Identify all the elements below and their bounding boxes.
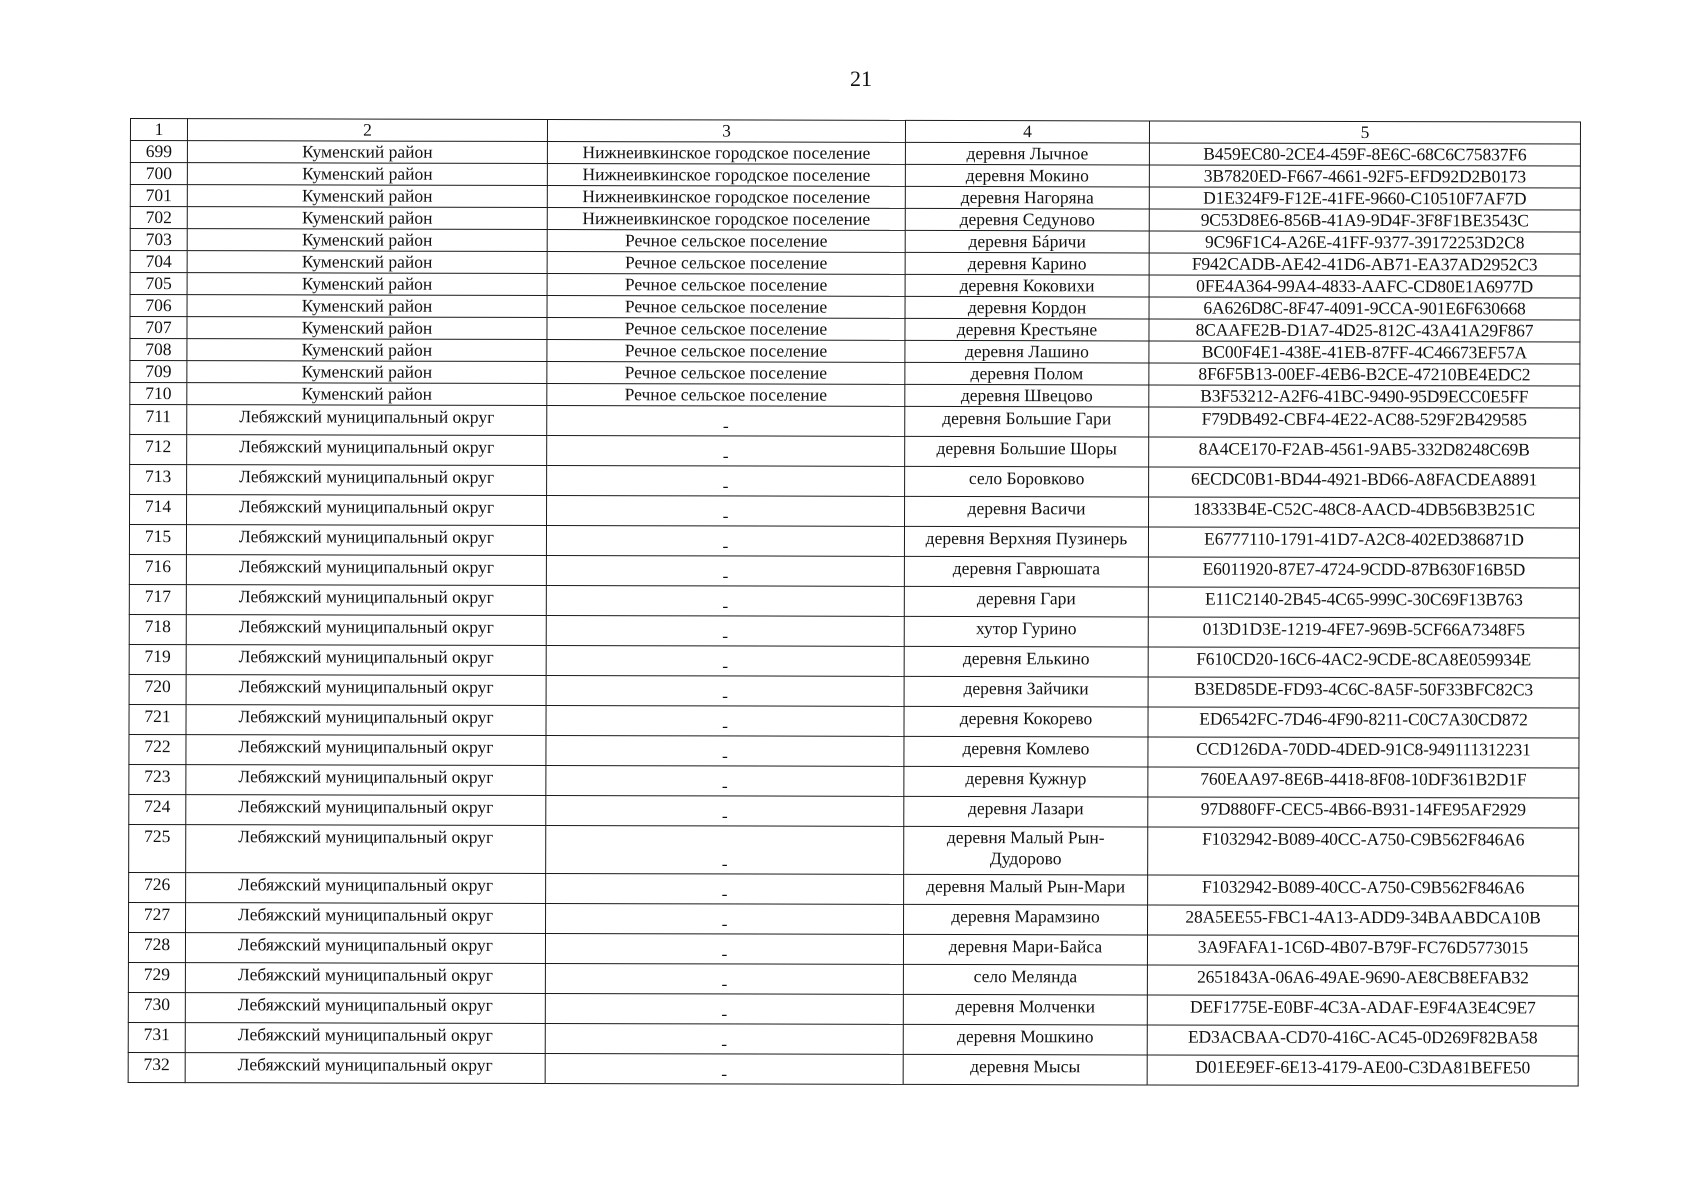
table-row	[129, 704, 1579, 738]
cell-row-number: 711	[130, 405, 187, 435]
settlement-dash: -	[722, 535, 729, 556]
cell-fias-guid: 6ECDC0B1-BD44-4921-BD66-A8FACDEA8891	[1149, 467, 1580, 498]
cell-row-number: 726	[129, 872, 186, 902]
table-row	[128, 962, 1578, 996]
cell-district: Лебяжский муниципальный округ	[186, 675, 546, 706]
cell-row-number: 721	[129, 704, 186, 734]
cell-district: Куменский район	[187, 185, 547, 208]
cell-fias-guid: 28A5EE55-FBC1-4A13-ADD9-34BAABDCA10B	[1148, 905, 1579, 936]
cell-locality: деревня Большие Гари	[905, 406, 1149, 437]
cell-locality: деревня Лычное	[905, 142, 1149, 165]
cell-fias-guid: F942CADB-AE42-41D6-AB71-EA37AD2952C3	[1149, 253, 1580, 276]
cell-row-number: 714	[130, 495, 187, 525]
cell-fias-guid: 18333B4E-C52C-48C8-AACD-4DB56B3B251C	[1149, 497, 1580, 528]
cell-settlement	[546, 736, 904, 767]
cell-fias-guid: ED6542FC-7D46-4F90-8211-C0C7A30CD872	[1148, 707, 1579, 738]
cell-fias-guid: E11C2140-2B45-4C65-999C-30C69F13B763	[1148, 587, 1579, 618]
cell-fias-guid: F610CD20-16C6-4AC2-9CDE-8CA8E059934E	[1148, 647, 1579, 678]
cell-settlement: Речное сельское поселение	[547, 318, 905, 341]
table-row	[129, 614, 1579, 648]
settlement-dash: -	[722, 475, 729, 496]
cell-fias-guid: 8A4CE170-F2AB-4561-9AB5-332D8248C69B	[1149, 437, 1580, 468]
cell-fias-guid: 0FE4A364-99A4-4833-AAFC-CD80E1A6977D	[1149, 275, 1580, 298]
cell-locality: деревня Гари	[904, 586, 1148, 617]
cell-district: Лебяжский муниципальный округ	[186, 555, 546, 586]
settlement-dash: -	[721, 805, 728, 826]
cell-locality: деревня Крестьяне	[905, 318, 1149, 341]
settlement-dash: -	[722, 565, 729, 586]
cell-settlement: Нижнеивкинское городское поселение	[547, 142, 905, 165]
cell-fias-guid: B3F53212-A2F6-41BC-9490-95D9ECC0E5FF	[1149, 385, 1580, 408]
settlement-dash: -	[722, 595, 729, 616]
table-row	[130, 295, 1580, 321]
table-row	[129, 902, 1579, 936]
cell-locality: село Боровково	[905, 466, 1149, 497]
cell-row-number: 703	[130, 229, 187, 251]
cell-settlement: Нижнеивкинское городское поселение	[547, 208, 905, 231]
cell-settlement: Нижнеивкинское городское поселение	[547, 186, 905, 209]
table-row	[128, 1052, 1578, 1086]
cell-settlement: Речное сельское поселение	[547, 384, 905, 407]
cell-locality: деревня Швецово	[905, 384, 1149, 407]
cell-district: Лебяжский муниципальный округ	[185, 933, 545, 964]
settlement-dash: -	[721, 883, 728, 904]
table-row	[130, 317, 1580, 343]
table-row	[130, 207, 1580, 233]
cell-locality: деревня Нагоряна	[905, 186, 1149, 209]
table-row	[128, 932, 1578, 966]
cell-settlement	[547, 466, 905, 497]
cell-locality: деревня Верхняя Пузинерь	[904, 526, 1148, 557]
cell-settlement: Речное сельское поселение	[547, 340, 905, 363]
cell-settlement	[545, 1054, 903, 1085]
page-number: 21	[850, 66, 872, 91]
cell-row-number: 719	[129, 644, 186, 674]
cell-locality: село Мелянда	[903, 964, 1147, 995]
table-row	[129, 644, 1579, 678]
cell-locality: деревня Мокино	[905, 164, 1149, 187]
cell-row-number: 708	[130, 339, 187, 361]
cell-row-number: 716	[129, 554, 186, 584]
cell-row-number: 705	[130, 273, 187, 295]
table-row	[130, 465, 1580, 499]
settlement-dash: -	[721, 913, 728, 934]
cell-locality: деревня Кокорево	[904, 706, 1148, 737]
cell-locality: деревня Коковихи	[905, 274, 1149, 297]
cell-district: Лебяжский муниципальный округ	[187, 465, 547, 496]
header-col-5: 5	[1149, 121, 1580, 144]
settlement-dash: -	[721, 1063, 728, 1084]
cell-settlement	[545, 994, 903, 1025]
cell-fias-guid: 760EAA97-8E6B-4418-8F08-10DF361B2D1F	[1148, 767, 1579, 798]
table-row	[129, 824, 1579, 876]
settlement-dash: -	[721, 1003, 728, 1024]
cell-row-number: 701	[130, 185, 187, 207]
header-col-1: 1	[130, 119, 187, 141]
cell-row-number: 722	[129, 734, 186, 764]
cell-district: Куменский район	[187, 317, 547, 340]
table-row	[128, 1022, 1578, 1056]
cell-settlement	[546, 526, 904, 557]
cell-fias-guid: F1032942-B089-40CC-A750-C9B562F846A6	[1148, 875, 1579, 906]
table-row	[130, 405, 1580, 439]
cell-district: Лебяжский муниципальный округ	[187, 435, 547, 466]
cell-locality: деревня Гаврюшата	[904, 556, 1148, 587]
cell-fias-guid: CCD126DA-70DD-4DED-91C8-949111312231	[1148, 737, 1579, 768]
cell-district: Куменский район	[187, 163, 547, 186]
cell-district: Лебяжский муниципальный округ	[186, 825, 546, 874]
cell-locality: деревня Комлево	[904, 736, 1148, 767]
header-col-4: 4	[905, 120, 1149, 143]
table-row	[129, 674, 1579, 708]
cell-settlement	[545, 934, 903, 965]
table-row	[129, 525, 1579, 559]
cell-fias-guid: 8F6F5B13-00EF-4EB6-B2CE-47210BE4EDC2	[1149, 363, 1580, 386]
cell-fias-guid: D1E324F9-F12E-41FE-9660-C10510F7AF7D	[1149, 187, 1580, 210]
cell-district: Лебяжский муниципальный округ	[186, 645, 546, 676]
cell-fias-guid: 3B7820ED-F667-4661-92F5-EFD92D2B0173	[1149, 165, 1580, 188]
cell-fias-guid: BC00F4E1-438E-41EB-87FF-4C46673EF57A	[1149, 341, 1580, 364]
table-row	[130, 185, 1580, 211]
cell-locality: деревня Зайчики	[904, 676, 1148, 707]
cell-district: Лебяжский муниципальный округ	[186, 585, 546, 616]
cell-district: Лебяжский муниципальный округ	[185, 1053, 545, 1084]
cell-settlement: Речное сельское поселение	[547, 274, 905, 297]
table-row	[129, 734, 1579, 768]
cell-settlement	[545, 1024, 903, 1055]
cell-locality: деревня Кужнур	[904, 766, 1148, 797]
cell-settlement: Нижнеивкинское городское поселение	[547, 164, 905, 187]
cell-fias-guid: D01EE9EF-6E13-4179-AE00-C3DA81BEFE50	[1147, 1055, 1578, 1086]
cell-row-number: 725	[129, 824, 186, 872]
cell-district: Лебяжский муниципальный округ	[187, 495, 547, 526]
cell-locality: деревня Карино	[905, 252, 1149, 275]
cell-row-number: 729	[128, 962, 185, 992]
cell-row-number: 713	[130, 465, 187, 495]
cell-locality: деревня Кордон	[905, 296, 1149, 319]
cell-district: Лебяжский муниципальный округ	[186, 903, 546, 934]
cell-row-number: 707	[130, 317, 187, 339]
cell-settlement	[546, 616, 904, 647]
settlement-dash: -	[721, 973, 728, 994]
table-row	[130, 251, 1580, 277]
cell-locality: деревня Седуново	[905, 208, 1149, 231]
cell-district: Лебяжский муниципальный округ	[186, 705, 546, 736]
cell-settlement	[546, 676, 904, 707]
cell-district: Лебяжский муниципальный округ	[185, 963, 545, 994]
table-row	[130, 141, 1580, 167]
cell-locality: деревня Большие Шоры	[905, 436, 1149, 467]
cell-row-number: 718	[129, 614, 186, 644]
table-row	[129, 554, 1579, 588]
table-row	[130, 229, 1580, 255]
settlement-dash: -	[721, 853, 728, 874]
cell-district: Куменский район	[187, 207, 547, 230]
cell-row-number: 710	[130, 383, 187, 405]
cell-fias-guid: 97D880FF-CEC5-4B66-B931-14FE95AF2929	[1148, 797, 1579, 828]
cell-district: Лебяжский муниципальный округ	[185, 1023, 545, 1054]
cell-row-number: 717	[129, 584, 186, 614]
cell-locality: деревня Малый Рын-Дудорово	[904, 826, 1148, 875]
cell-district: Куменский район	[187, 273, 547, 296]
cell-row-number: 706	[130, 295, 187, 317]
settlement-dash: -	[722, 685, 729, 706]
settlement-dash: -	[721, 775, 728, 796]
table-row	[129, 794, 1579, 828]
cell-fias-guid: F79DB492-CBF4-4E22-AC88-529F2B429585	[1149, 407, 1580, 438]
cell-fias-guid: 013D1D3E-1219-4FE7-969B-5CF66A7348F5	[1148, 617, 1579, 648]
cell-settlement	[547, 406, 905, 437]
cell-row-number: 730	[128, 992, 185, 1022]
cell-district: Куменский район	[187, 229, 547, 252]
cell-locality: деревня Марамзино	[904, 904, 1148, 935]
table-row	[130, 435, 1580, 469]
cell-row-number: 731	[128, 1022, 185, 1052]
cell-district: Лебяжский муниципальный округ	[186, 735, 546, 766]
cell-district: Куменский район	[187, 383, 547, 406]
cell-district: Лебяжский муниципальный округ	[185, 993, 545, 1024]
cell-row-number: 709	[130, 361, 187, 383]
cell-locality: деревня Молченки	[903, 994, 1147, 1025]
cell-district: Куменский район	[187, 251, 547, 274]
settlement-dash: -	[722, 505, 729, 526]
cell-settlement	[547, 496, 905, 527]
cell-fias-guid: E6777110-1791-41D7-A2C8-402ED386871D	[1148, 527, 1579, 558]
cell-locality: деревня Мари-Байса	[903, 934, 1147, 965]
cell-settlement	[546, 706, 904, 737]
cell-row-number: 699	[130, 141, 187, 163]
cell-fias-guid: B459EC80-2CE4-459F-8E6C-68C6C75837F6	[1149, 143, 1580, 166]
cell-locality: деревня Лашино	[905, 340, 1149, 363]
settlement-dash: -	[721, 1033, 728, 1054]
cell-locality: деревня Малый Рын-Мари	[904, 874, 1148, 905]
cell-fias-guid: 6A626D8C-8F47-4091-9CCA-901E6F630668	[1149, 297, 1580, 320]
cell-district: Лебяжский муниципальный округ	[186, 795, 546, 826]
header-col-2: 2	[187, 119, 547, 142]
cell-settlement	[546, 826, 904, 875]
settlement-dash: -	[722, 715, 728, 736]
header-col-3: 3	[547, 120, 905, 143]
cell-settlement	[546, 904, 904, 935]
cell-locality: деревня Елькино	[904, 646, 1148, 677]
cell-fias-guid: 9C96F1C4-A26E-41FF-9377-39172253D2C8	[1149, 231, 1580, 254]
cell-district: Лебяжский муниципальный округ	[186, 525, 546, 556]
cell-district: Куменский район	[187, 295, 547, 318]
table-row	[130, 163, 1580, 189]
cell-settlement	[546, 874, 904, 905]
cell-fias-guid: 8CAAFE2B-D1A7-4D25-812C-43A41A29F867	[1149, 319, 1580, 342]
cell-fias-guid: B3ED85DE-FD93-4C6C-8A5F-50F33BFC82C3	[1148, 677, 1579, 708]
cell-settlement	[546, 586, 904, 617]
cell-settlement: Речное сельское поселение	[547, 252, 905, 275]
cell-row-number: 723	[129, 764, 186, 794]
cell-district: Лебяжский муниципальный округ	[186, 765, 546, 796]
cell-settlement	[546, 556, 904, 587]
cell-row-number: 700	[130, 163, 187, 185]
cell-row-number: 720	[129, 674, 186, 704]
table-row	[130, 273, 1580, 299]
table-body	[128, 141, 1580, 1087]
cell-settlement	[545, 964, 903, 995]
cell-fias-guid: DEF1775E-E0BF-4C3A-ADAF-E9F4A3E4C9E7	[1147, 995, 1578, 1026]
cell-fias-guid: ED3ACBAA-CD70-416C-AC45-0D269F82BA58	[1147, 1025, 1578, 1056]
settlement-dash: -	[721, 745, 728, 766]
table-row	[129, 584, 1579, 618]
cell-settlement: Речное сельское поселение	[547, 230, 905, 253]
cell-locality: деревня Полом	[905, 362, 1149, 385]
cell-row-number: 712	[130, 435, 187, 465]
cell-row-number: 702	[130, 207, 187, 229]
table-row	[130, 383, 1580, 409]
cell-locality: деревня Васичи	[905, 496, 1149, 527]
cell-settlement	[546, 796, 904, 827]
cell-settlement	[547, 436, 905, 467]
cell-locality: деревня Мошкино	[903, 1024, 1147, 1055]
cell-locality: хутор Гурино	[904, 616, 1148, 647]
cell-settlement	[546, 646, 904, 677]
cell-row-number: 728	[128, 932, 185, 962]
table-row	[128, 992, 1578, 1026]
cell-settlement	[546, 766, 904, 797]
cell-fias-guid: 3A9FAFA1-1C6D-4B07-B79F-FC76D5773015	[1147, 935, 1578, 966]
cell-locality: деревня Бáричи	[905, 230, 1149, 253]
table-row	[130, 361, 1580, 387]
cell-fias-guid: 9C53D8E6-856B-41A9-9D4F-3F8F1BE3543C	[1149, 209, 1580, 232]
cell-district: Лебяжский муниципальный округ	[187, 405, 547, 436]
table-row	[129, 764, 1579, 798]
cell-row-number: 727	[129, 902, 186, 932]
settlement-dash: -	[722, 415, 729, 436]
table-row	[130, 495, 1580, 529]
settlements-table-container	[128, 118, 1580, 1087]
cell-row-number: 715	[129, 525, 186, 555]
cell-district: Куменский район	[187, 141, 547, 164]
cell-locality: деревня Лазари	[904, 796, 1148, 827]
cell-row-number: 732	[128, 1052, 185, 1082]
cell-fias-guid: E6011920-87E7-4724-9CDD-87B630F16B5D	[1148, 557, 1579, 588]
cell-row-number: 724	[129, 794, 186, 824]
table-row	[129, 872, 1579, 906]
cell-locality: деревня Мысы	[903, 1054, 1147, 1085]
table-row	[130, 339, 1580, 365]
settlement-dash: -	[721, 943, 728, 964]
settlement-dash: -	[722, 655, 729, 676]
cell-district: Куменский район	[187, 361, 547, 384]
settlements-table	[128, 118, 1581, 1087]
cell-district: Лебяжский муниципальный округ	[186, 615, 546, 646]
settlement-dash: -	[722, 625, 729, 646]
cell-fias-guid: 2651843A-06A6-49AE-9690-AE8CB8EFAB32	[1147, 965, 1578, 996]
settlement-dash: -	[722, 445, 729, 466]
cell-fias-guid: F1032942-B089-40CC-A750-C9B562F846A6	[1148, 827, 1579, 876]
cell-row-number: 704	[130, 251, 187, 273]
cell-district: Лебяжский муниципальный округ	[186, 873, 546, 904]
cell-settlement: Речное сельское поселение	[547, 362, 905, 385]
cell-district: Куменский район	[187, 339, 547, 362]
cell-settlement: Речное сельское поселение	[547, 296, 905, 319]
